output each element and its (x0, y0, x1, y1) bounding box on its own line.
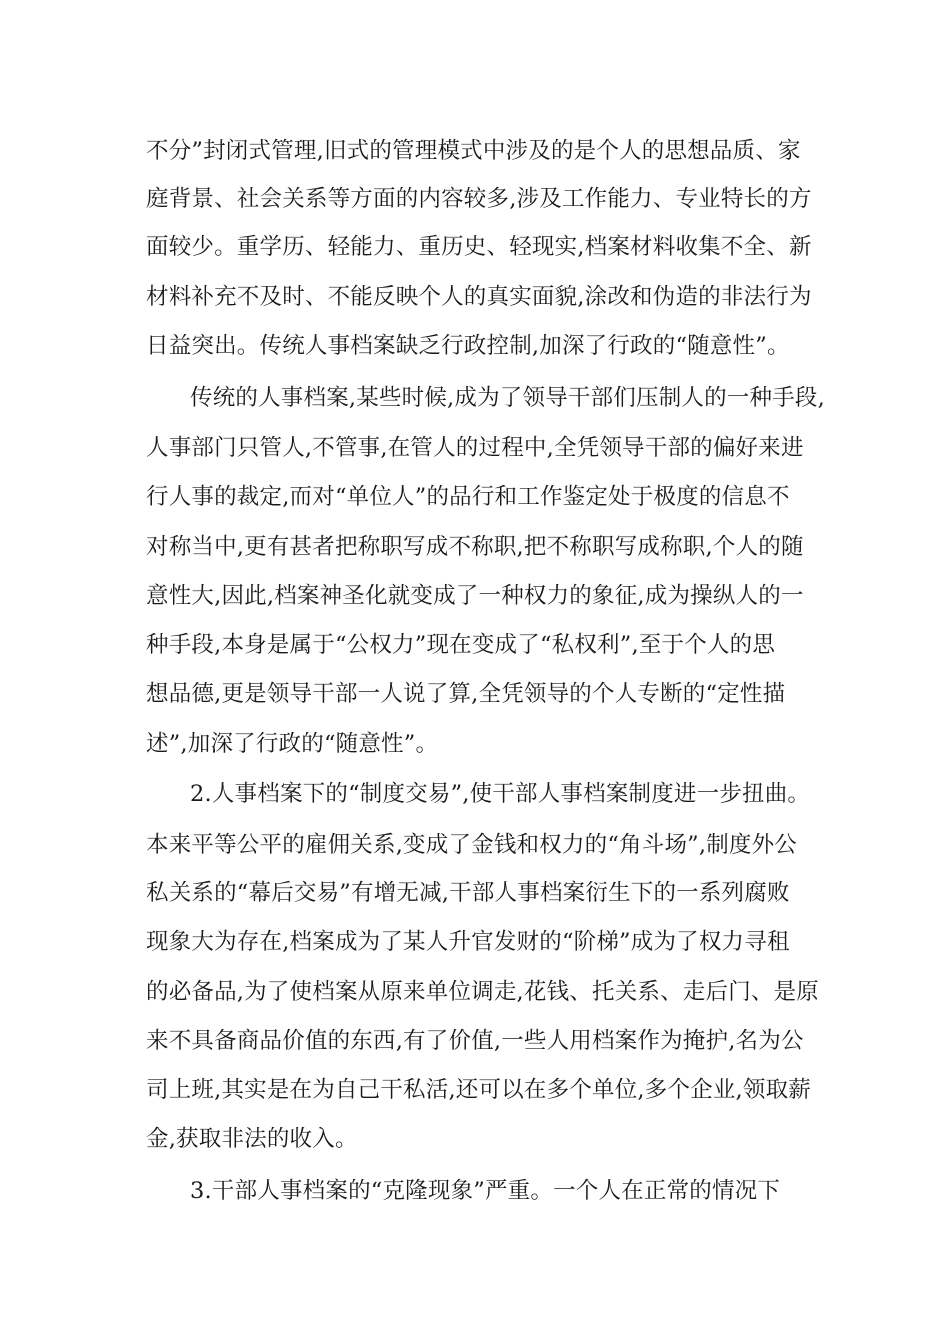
text-line: 本来平等公平的雇佣关系,变成了金钱和权力的“角斗场”,制度外公 (146, 832, 798, 858)
text-line: 的必备品,为了使档案从原来单位调走,花钱、托关系、走后门、是原 (146, 979, 820, 1005)
section-heading-line: 3.干部人事档案的“克隆现象”严重。一个人在正常的情况下 (190, 1178, 781, 1204)
text-line: 现象大为存在,档案成为了某人升官发财的“阶梯”成为了权力寻租 (146, 929, 790, 955)
text-line: 不分”封闭式管理,旧式的管理模式中涉及的是个人的思想品质、家 (146, 138, 801, 164)
text-line: 司上班,其实是在为自己干私活,还可以在多个单位,多个企业,领取薪 (146, 1077, 812, 1103)
text-line: 面较少。重学历、轻能力、重历史、轻现实,档案材料收集不全、新 (146, 234, 812, 260)
text-line: 述”,加深了行政的“随意性”。 (146, 731, 439, 757)
text-line: 对称当中,更有甚者把称职写成不称职,把不称职写成称职,个人的随 (146, 534, 804, 560)
text-line: 意性大,因此,档案神圣化就变成了一种权力的象征,成为操纵人的一 (146, 583, 804, 609)
text-line: 想品德,更是领导干部一人说了算,全凭领导的个人专断的“定性描 (146, 681, 786, 707)
section-heading-line: 2.人事档案下的“制度交易”,使干部人事档案制度进一步扭曲。 (190, 781, 811, 807)
text-line: 日益突出。传统人事档案缺乏行政控制,加深了行政的“随意性”。 (146, 333, 790, 359)
paragraph-start-line: 传统的人事档案,某些时候,成为了领导干部们压制人的一种手段, (190, 385, 825, 411)
text-line: 种手段,本身是属于“公权力”现在变成了“私权利”,至于个人的思 (146, 632, 776, 658)
text-line: 私关系的“幕后交易”有增无减,干部人事档案衍生下的一系列腐败 (146, 880, 790, 906)
text-line: 金,获取非法的收入。 (146, 1126, 358, 1152)
text-line: 材料补充不及时、不能反映个人的真实面貌,涂改和伪造的非法行为 (146, 284, 812, 310)
text-line: 人事部门只管人,不管事,在管人的过程中,全凭领导干部的偏好来进 (146, 435, 804, 461)
text-line: 庭背景、社会关系等方面的内容较多,涉及工作能力、专业特长的方 (146, 186, 812, 212)
text-line: 行人事的裁定,而对“单位人”的品行和工作鉴定处于极度的信息不 (146, 484, 790, 510)
text-line: 来不具备商品价值的东西,有了价值,一些人用档案作为掩护,名为公 (146, 1028, 804, 1054)
